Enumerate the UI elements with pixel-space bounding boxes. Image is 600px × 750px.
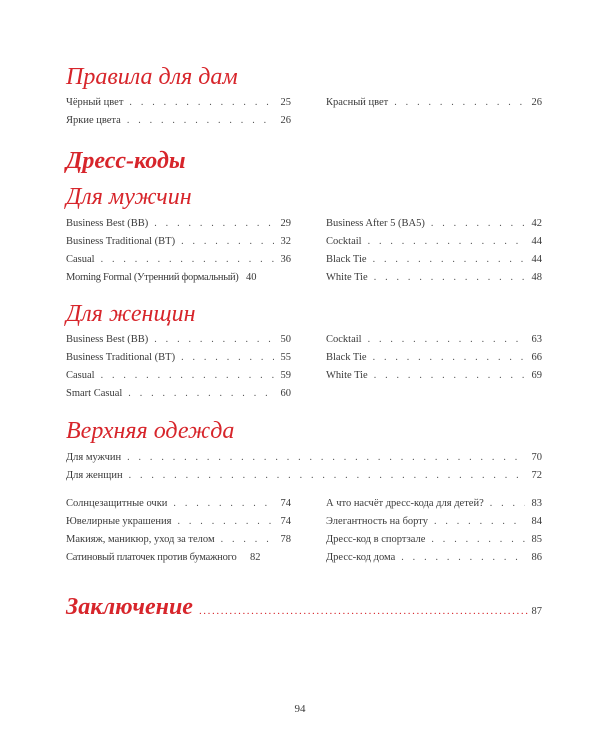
conclusion-leader — [199, 605, 528, 617]
heading-ladies-rules: Правила для дам — [66, 64, 238, 90]
toc-entry[interactable]: Smart Casual . . . 60 — [66, 385, 291, 403]
toc-entry[interactable]: Солнцезащитные очки . . . 74 — [66, 495, 291, 513]
toc-entry[interactable]: Элегантность на борту . . . 84 — [326, 513, 542, 531]
toc-entry[interactable]: Сатиновый платочек против бумажного 82 — [66, 552, 261, 563]
toc-entry[interactable]: Business Best (BB) . . . 50 — [66, 331, 291, 349]
toc-entry[interactable]: Cocktail . . . 44 — [326, 233, 542, 251]
men-left — [66, 215, 291, 287]
toc-entry[interactable]: Business Traditional (BT) . . . 32 — [66, 233, 291, 251]
heading-men: Для мужчин — [66, 184, 192, 210]
toc-entry[interactable]: Black Tie . . . 44 — [326, 251, 542, 269]
toc-entry[interactable]: Для мужчин . . . 70 — [66, 449, 542, 467]
toc-entry[interactable]: Business Traditional (BT) . . . 55 — [66, 349, 291, 367]
toc-entry[interactable]: Cocktail . . . 63 — [326, 331, 542, 349]
toc-entry[interactable]: Чёрный цвет . . . 25 — [66, 94, 291, 112]
outerwear-right — [326, 495, 542, 567]
heading-women: Для женщин — [66, 301, 196, 327]
toc-entry[interactable]: Дресс-код в спортзале . . . 85 — [326, 531, 542, 549]
women-right — [326, 331, 542, 385]
toc-entry[interactable]: Casual . . . 59 — [66, 367, 291, 385]
outerwear-left — [66, 495, 291, 567]
page-number: 94 — [294, 703, 306, 715]
toc-entry[interactable]: Morning Formal (Утренний формальный) 40 — [66, 272, 257, 283]
toc-entry[interactable]: Business Best (BB) . . . 29 — [66, 215, 291, 233]
ladies-rules-right — [326, 94, 542, 112]
men-right — [326, 215, 542, 287]
toc-entry[interactable]: Casual . . . 36 — [66, 251, 291, 269]
toc-entry[interactable]: Яркие цвета . . . 26 — [66, 112, 291, 130]
heading-conclusion: Заключение — [66, 594, 193, 620]
toc-entry[interactable]: Макияж, маникюр, уход за телом . . . 78 — [66, 531, 291, 549]
women-left — [66, 331, 291, 403]
toc-entry-conclusion[interactable] — [66, 593, 542, 621]
toc-entry[interactable]: Black Tie . . . 66 — [326, 349, 542, 367]
toc-entry[interactable]: White Tie . . . 69 — [326, 367, 542, 385]
heading-dress-codes: Дресс-коды — [66, 148, 186, 174]
toc-entry[interactable]: Для женщин . . . 72 — [66, 467, 542, 485]
toc-entry[interactable]: Красный цвет . . . 26 — [326, 94, 542, 112]
toc-entry[interactable]: White Tie . . . 48 — [326, 269, 542, 287]
toc-entry[interactable]: Business After 5 (BA5) . . . 42 — [326, 215, 542, 233]
ladies-rules-left — [66, 94, 291, 130]
toc-entry[interactable]: Дресс-код дома . . . 86 — [326, 549, 542, 567]
toc-entry[interactable]: А что насчёт дресс-кода для детей? . . . 83 — [326, 495, 542, 513]
outerwear-full — [66, 449, 542, 485]
toc-entry[interactable]: Ювелирные украшения . . . 74 — [66, 513, 291, 531]
conclusion-page: 87 — [531, 606, 542, 617]
heading-outerwear: Верхняя одежда — [66, 418, 235, 444]
